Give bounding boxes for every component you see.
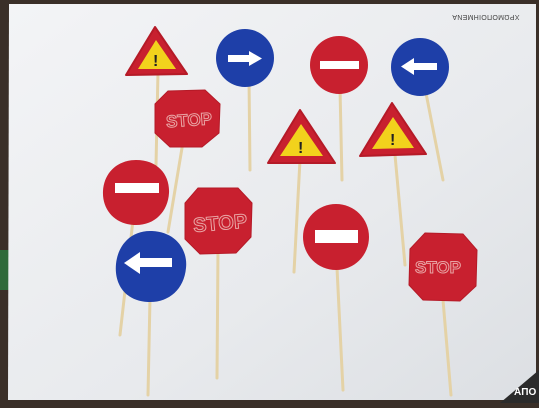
stop-sign [185,188,252,254]
no-entry-sign [310,36,368,94]
stop-label: STOP [415,258,461,277]
board-label: ΧΡΩΜΟΠΟΙΗΜΕΝΑ [452,13,520,20]
stick [249,78,250,170]
blue-arrow-left-sign [391,38,449,96]
stop-sign [155,90,220,147]
stick [217,250,218,378]
stop-sign [409,233,477,301]
exclamation-mark: ! [153,53,159,70]
stick [340,88,342,180]
exclamation-mark: ! [390,132,396,149]
blue-arrow-left-sign [116,231,186,302]
exclamation-mark: ! [298,140,304,157]
stick [148,298,150,395]
corner-label: ΑΠΟ [514,387,537,398]
blue-arrow-right-sign [216,29,274,87]
stop-label: STOP [192,210,249,238]
no-entry-sign [303,204,369,270]
stop-label: STOP [165,109,213,132]
no-entry-sign [103,160,169,225]
